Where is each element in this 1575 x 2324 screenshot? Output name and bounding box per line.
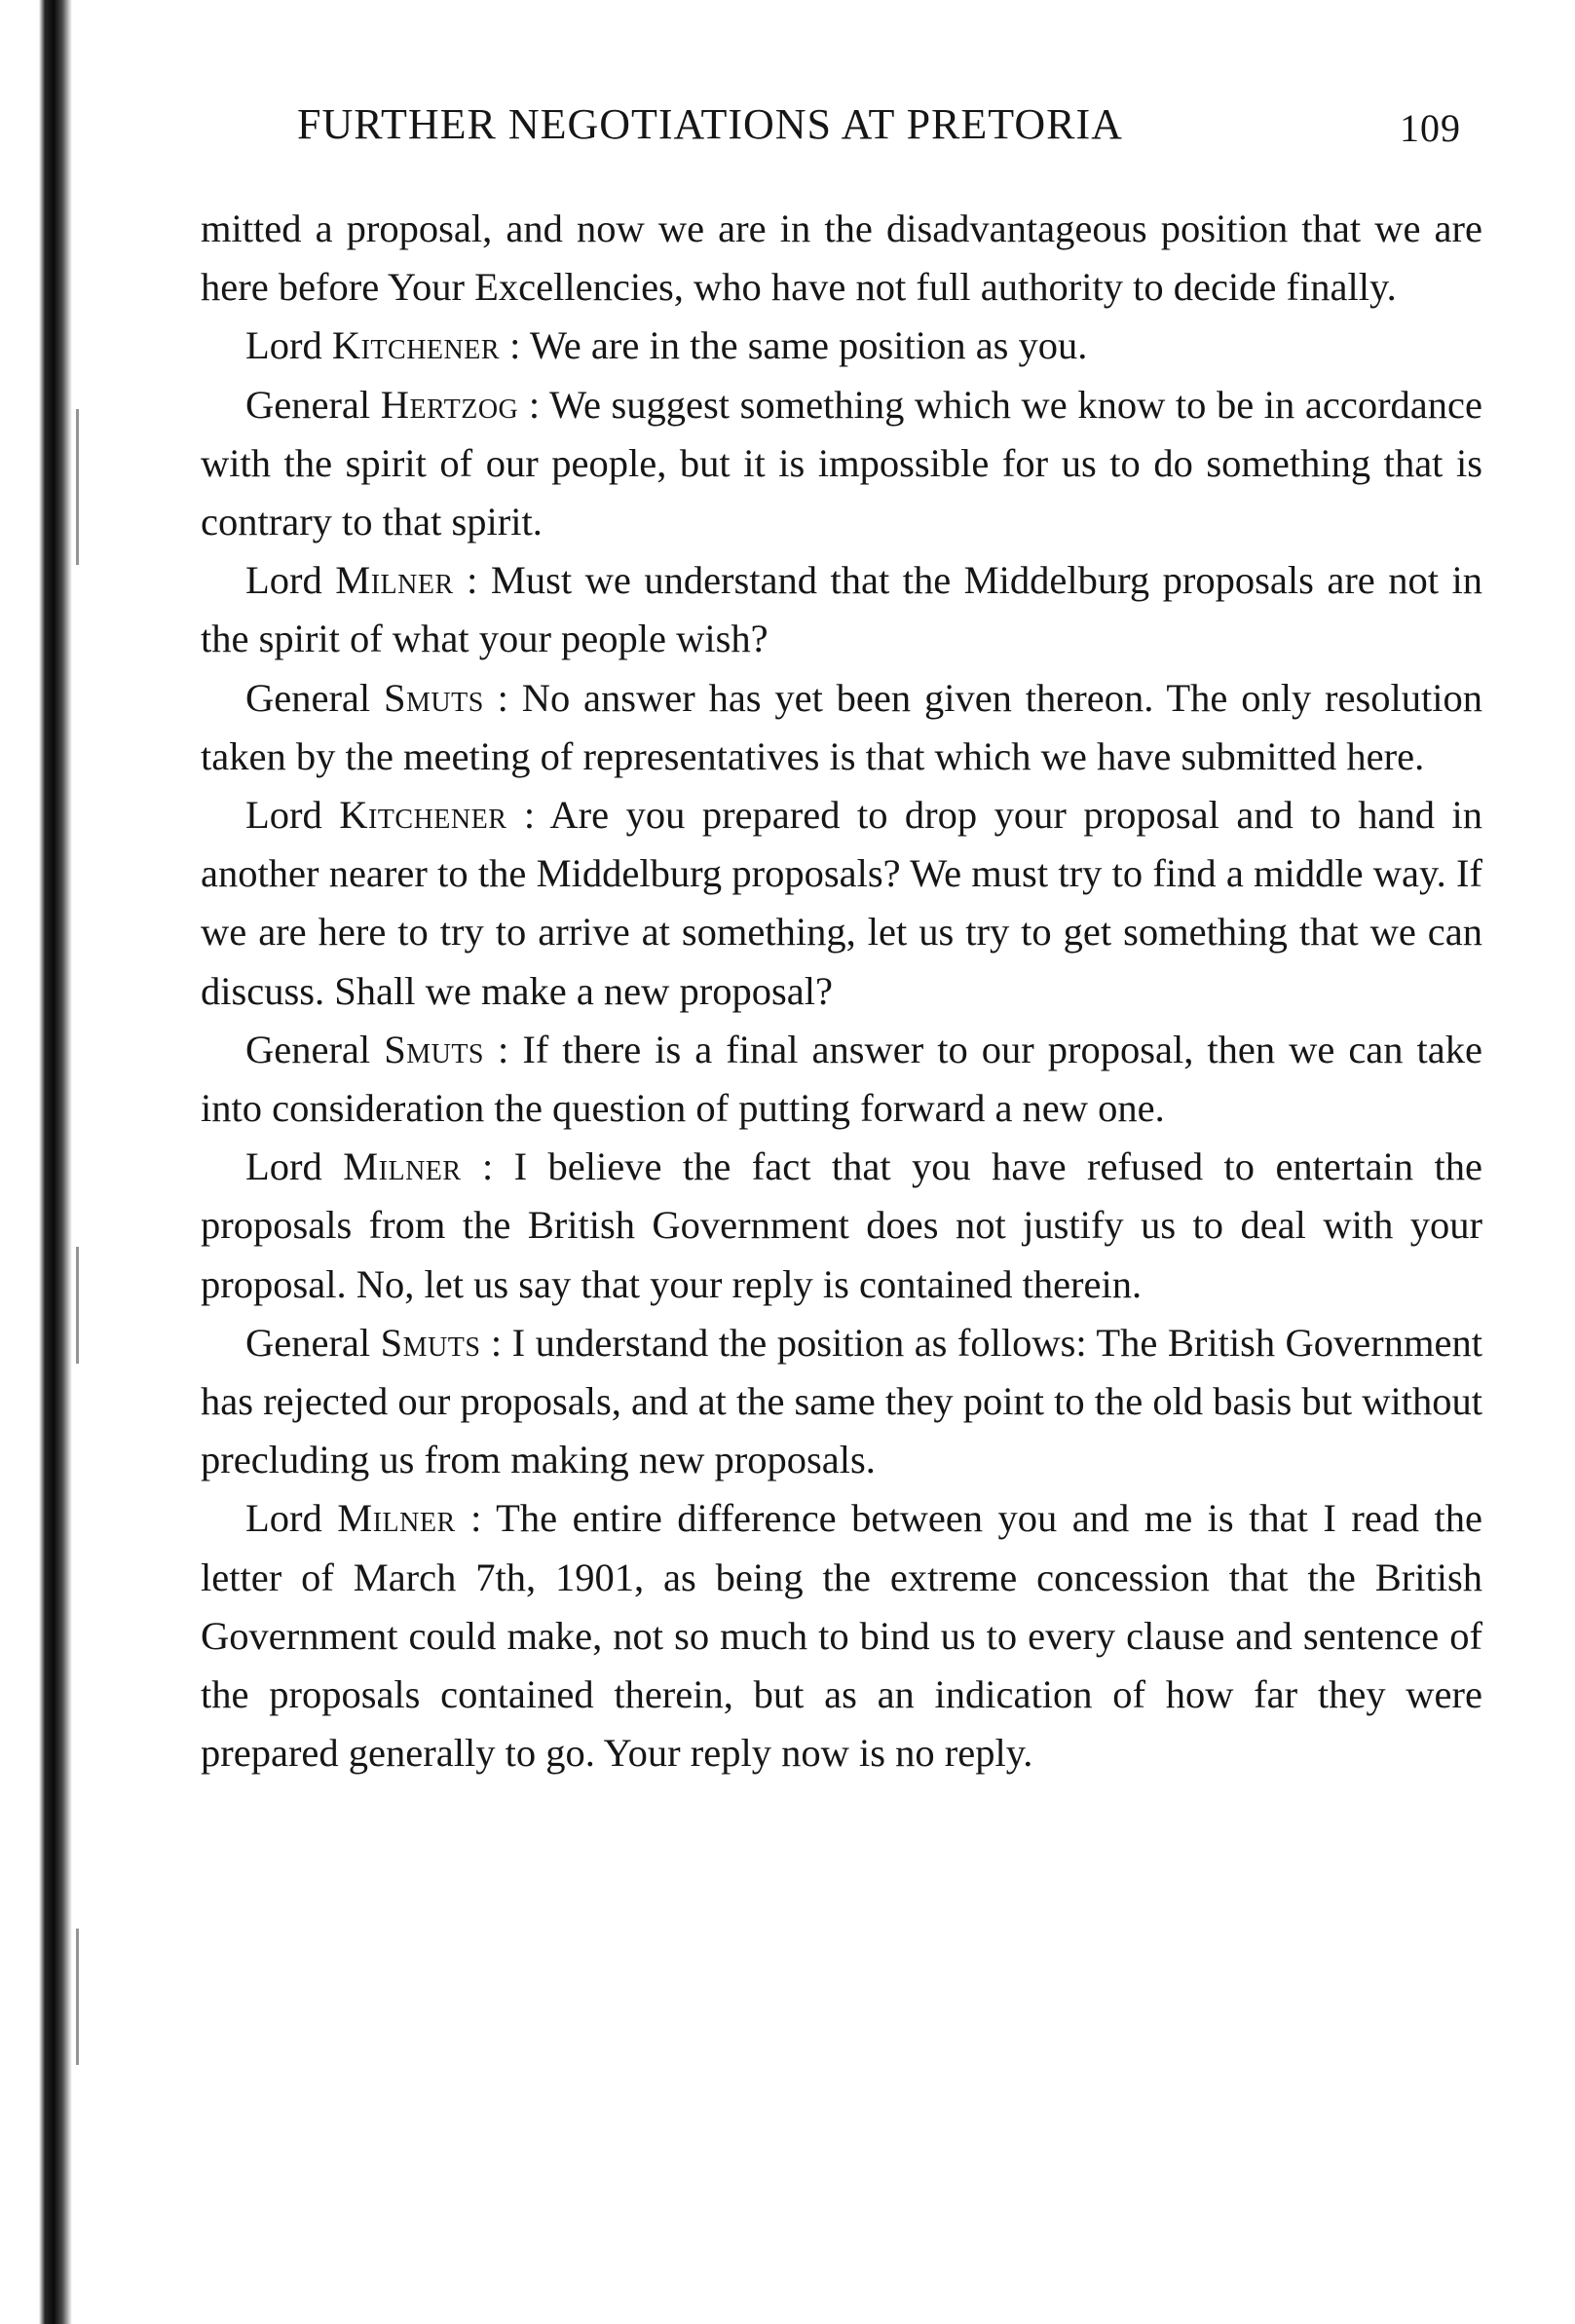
page-number: 109 xyxy=(1400,106,1461,150)
speaker-name: Kitchener xyxy=(331,323,501,368)
running-title: FURTHER NEGOTIATIONS AT PRETORIA xyxy=(297,100,1123,148)
speaker-name: Smuts xyxy=(384,1027,485,1071)
paragraph xyxy=(201,200,1482,317)
speaker-colon: : xyxy=(484,1027,523,1071)
body-text xyxy=(201,200,1482,1782)
speech-text: If there is a final answer to our proposal, then we can take into consideration the question of putting forward a new one. xyxy=(201,1027,1483,1131)
speech-text: I believe the fact that you have refused to entertain the proposals from the British Government does not justify us to deal with your proposal. No, let us say that your reply is contained therein. xyxy=(201,1144,1483,1306)
speaker-title: General xyxy=(245,675,371,720)
speaker-title: General xyxy=(245,382,371,427)
speech-text: No answer has yet been given thereon. The only resolution taken by the meeting of representatives is that which we have submitted here. xyxy=(201,675,1482,778)
speaker-colon: : xyxy=(500,323,530,368)
speaker-colon: : xyxy=(453,558,491,603)
speech-text: We suggest something which we know to be in accordance with the spirit of our people, but it is impossible for us to do something that is contrary to that spirit. xyxy=(201,382,1482,544)
speech-paragraph xyxy=(201,317,1482,375)
speaker-title: Lord xyxy=(245,1144,322,1189)
speaker-title: General xyxy=(245,1320,371,1365)
speaker-colon: : xyxy=(455,1496,497,1541)
speech-text: Must we understand that the Middelburg proposals are not in the spirit of what your people wish? xyxy=(201,558,1482,661)
speaker-name: Milner xyxy=(337,1496,456,1541)
paragraph-text: mitted a proposal, and now we are in the disadvantageous position that we are here before Your Excellencies, who have not full authority to decide finally. xyxy=(201,206,1482,310)
speaker-name: Hertzog xyxy=(380,382,519,427)
speech-paragraph xyxy=(201,786,1482,1021)
speech-paragraph xyxy=(201,376,1482,552)
speech-paragraph xyxy=(201,669,1482,786)
speaker-title: Lord xyxy=(245,1496,322,1541)
speaker-title: Lord xyxy=(245,558,322,603)
speech-text: The entire difference between you and me is that I read the letter of March 7th, 1901, as being the extreme concession that the British Government could make, not so much to bind us to every clause and sentence of the proposals contained therein, but as an indication of how far they were prepared generally to go. Your reply now is no reply. xyxy=(201,1496,1482,1776)
speech-paragraph xyxy=(201,551,1482,668)
speaker-colon: : xyxy=(518,382,549,427)
scan-speck xyxy=(76,1247,79,1364)
speaker-title: Lord xyxy=(245,793,322,838)
speech-paragraph xyxy=(201,1314,1482,1490)
speaker-colon: : xyxy=(483,675,522,720)
speaker-name: Kitchener xyxy=(339,793,507,838)
speaker-title: Lord xyxy=(245,323,322,368)
speaker-title: General xyxy=(245,1027,371,1071)
speaker-name: Smuts xyxy=(380,1320,481,1365)
speaker-colon: : xyxy=(506,793,550,838)
scan-speck xyxy=(76,409,79,565)
speaker-name: Smuts xyxy=(384,675,484,720)
speech-text: I understand the position as follows: The British Government has rejected our proposals, and at the same they point to the old basis but without precluding us from making new proposals. xyxy=(201,1320,1482,1482)
speaker-colon: : xyxy=(461,1144,514,1189)
speech-text: We are in the same position as you. xyxy=(529,323,1088,368)
book-spine-edge xyxy=(39,0,72,2324)
speaker-name: Milner xyxy=(335,558,454,603)
speaker-colon: : xyxy=(480,1320,512,1365)
speaker-name: Milner xyxy=(343,1144,462,1189)
speech-paragraph xyxy=(201,1489,1482,1782)
speech-paragraph xyxy=(201,1021,1482,1138)
speech-paragraph xyxy=(201,1138,1482,1314)
speech-text: Are you prepared to drop your proposal and to hand in another nearer to the Middelburg proposals? We must try to find a middle way. If we are here to try to arrive at something, let us try to get something that we can discuss. Shall we make a new proposal? xyxy=(201,793,1482,1013)
scan-speck xyxy=(76,1929,79,2065)
